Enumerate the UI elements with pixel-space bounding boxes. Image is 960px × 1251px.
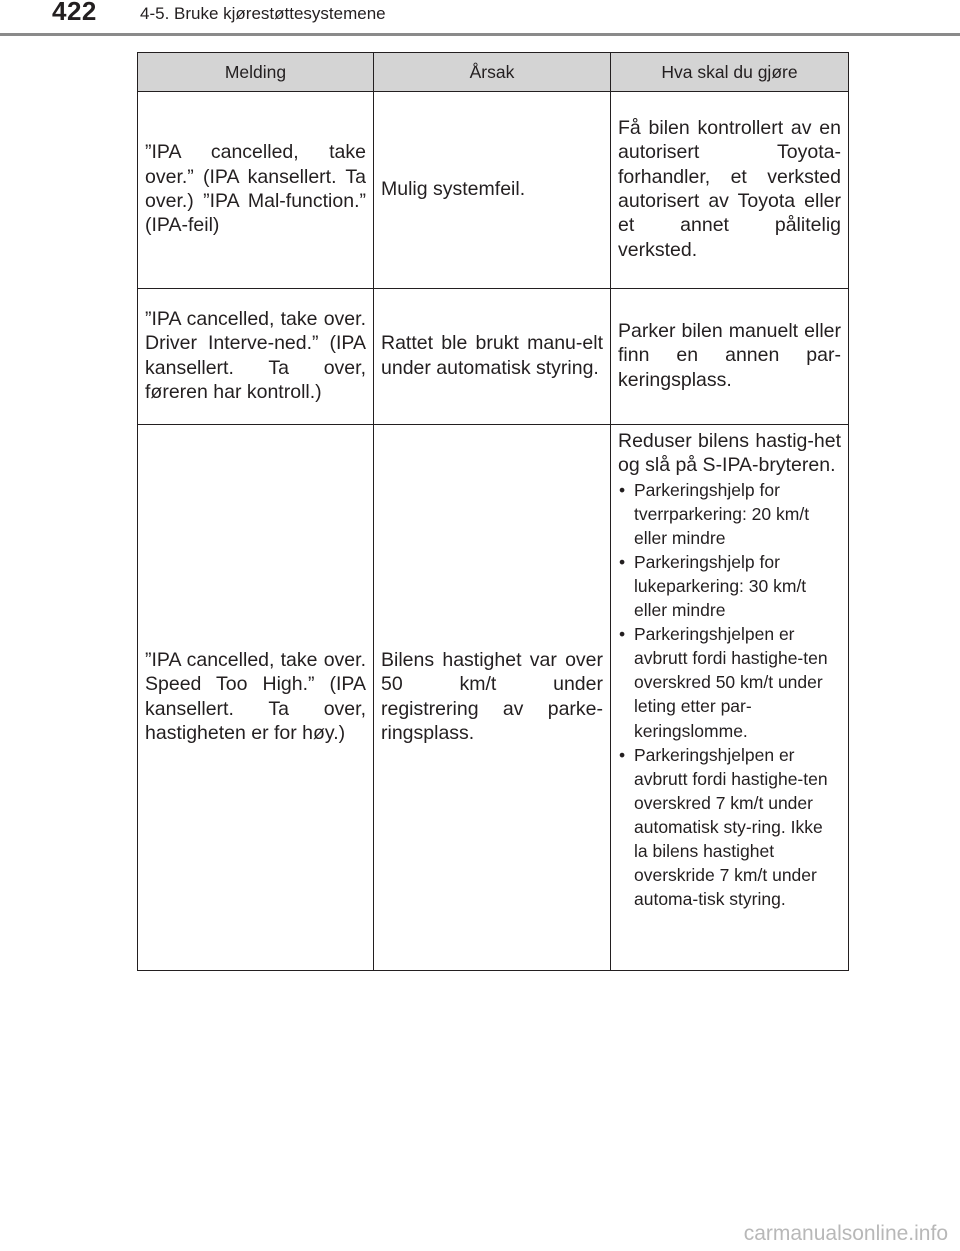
- list-item: • Parkeringshjelpen er avbrutt fordi hastighe-ten overskred 50 km/t under leting etter par-keringslomme.: [618, 622, 841, 742]
- message-cell: ”IPA cancelled, take over.” (IPA kansellert. Ta over.) ”IPA Mal-function.” (IPA-feil): [138, 92, 374, 289]
- action-cell: [611, 425, 849, 971]
- page-number: 422: [52, 0, 97, 26]
- message-cell: ”IPA cancelled, take over. Driver Interve-ned.” (IPA kansellert. Ta over, føreren har kontroll.): [138, 289, 374, 425]
- list-item: • Parkeringshjelp for lukeparkering: 30 km/t eller mindre: [618, 550, 841, 622]
- column-header-cause: Årsak: [374, 53, 611, 92]
- watermark: carmanualsonline.info: [743, 1222, 948, 1245]
- column-header-action: Hva skal du gjøre: [611, 53, 849, 92]
- action-text: Reduser bilens hastig-het og slå på S-IPA-bryteren.: [618, 430, 841, 477]
- column-header-message: Melding: [138, 53, 374, 92]
- page-header: [0, 0, 960, 40]
- message-table: [137, 52, 849, 971]
- action-cell: Parker bilen manuelt eller finn en annen par-keringsplass.: [611, 289, 849, 425]
- cause-cell: Mulig systemfeil.: [374, 92, 611, 289]
- message-cell: ”IPA cancelled, take over. Speed Too High.” (IPA kansellert. Ta over, hastigheten er for høy.): [138, 425, 374, 971]
- table-row: [138, 289, 849, 425]
- action-bullet-list: [618, 478, 841, 912]
- header-divider: [0, 33, 960, 36]
- cause-cell: Bilens hastighet var over 50 km/t under registrering av parke-ringsplass.: [374, 425, 611, 971]
- section-title: 4-5. Bruke kjørestøttesystemene: [140, 4, 386, 23]
- list-item: • Parkeringshjelp for tverrparkering: 20 km/t eller mindre: [618, 478, 841, 550]
- table-row: [138, 92, 849, 289]
- cause-cell: Rattet ble brukt manu-elt under automatisk styring.: [374, 289, 611, 425]
- table-row: [138, 425, 849, 971]
- action-cell: Få bilen kontrollert av en autorisert Toyota-forhandler, et verksted autorisert av Toyota eller et annet pålitelig verksted.: [611, 92, 849, 289]
- list-item: • Parkeringshjelpen er avbrutt fordi hastighe-ten overskred 7 km/t under automatisk sty-ring. Ikke la bilens hastighet overskride 7 km/t under automa-tisk styring.: [618, 743, 841, 912]
- table-header-row: [138, 53, 849, 92]
